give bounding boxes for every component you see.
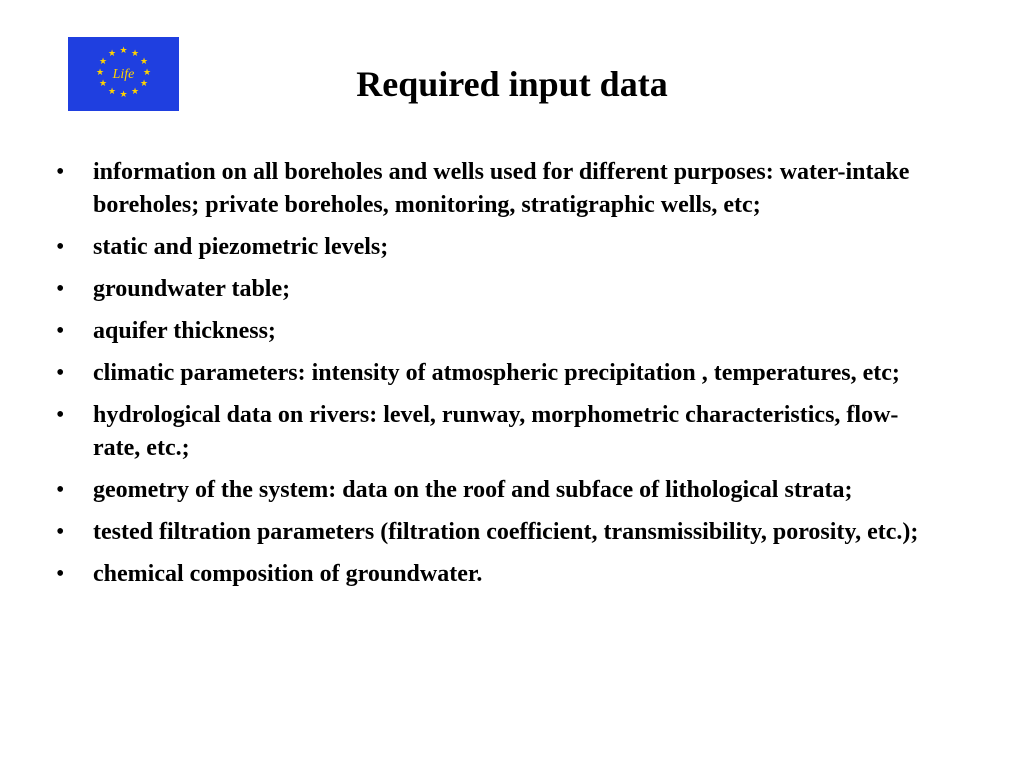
list-item <box>56 474 936 507</box>
bullet-icon: • <box>56 159 65 185</box>
list-item <box>56 231 936 264</box>
svg-text:★: ★ <box>130 87 140 97</box>
list-item <box>56 558 936 591</box>
bullet-text: aquifer thickness; <box>93 318 276 344</box>
bullet-text: hydrological data on rivers: level, runway, morphometric characteristics, flow-rate, etc.; <box>93 402 899 461</box>
list-item <box>56 357 936 390</box>
svg-text:★: ★ <box>107 49 117 59</box>
svg-text:★: ★ <box>119 46 128 56</box>
bullet-text: tested filtration parameters (filtration coefficient, transmissibility, porosity, etc.); <box>93 519 919 545</box>
bullet-text: groundwater table; <box>93 276 291 302</box>
svg-text:★: ★ <box>139 57 149 67</box>
svg-text:★: ★ <box>139 79 149 89</box>
bullet-icon: • <box>56 276 65 302</box>
bullet-text: static and piezometric levels; <box>93 234 389 260</box>
bullet-text: geometry of the system: data on the roof and subface of lithological strata; <box>93 477 853 503</box>
bullet-text: climatic parameters: intensity of atmospheric precipitation , temperatures, etc; <box>93 360 900 386</box>
bullet-icon: • <box>56 360 65 386</box>
list-item <box>56 516 936 549</box>
bullet-icon: • <box>56 519 65 545</box>
svg-text:★: ★ <box>119 90 128 100</box>
list-item <box>56 156 936 222</box>
bullet-icon: • <box>56 477 65 503</box>
svg-text:★: ★ <box>95 68 105 78</box>
bullet-icon: • <box>56 318 65 344</box>
svg-text:★: ★ <box>142 68 152 78</box>
list-item <box>56 273 936 306</box>
bullet-icon: • <box>56 561 65 587</box>
logo-text: Life <box>112 67 135 82</box>
bullet-list <box>56 156 936 600</box>
svg-text:★: ★ <box>98 57 108 67</box>
list-item <box>56 399 936 465</box>
svg-text:★: ★ <box>107 87 117 97</box>
slide-title: Required input data <box>356 64 668 104</box>
list-item <box>56 315 936 348</box>
bullet-text: chemical composition of groundwater. <box>93 561 483 587</box>
bullet-text: information on all boreholes and wells used for different purposes: water-intake boreholes; private boreholes, monitoring, stratigraphic wells, etc; <box>93 159 910 218</box>
bullet-icon: • <box>56 402 65 428</box>
svg-text:★: ★ <box>130 49 140 59</box>
bullet-icon: • <box>56 234 65 260</box>
svg-text:★: ★ <box>98 79 108 89</box>
